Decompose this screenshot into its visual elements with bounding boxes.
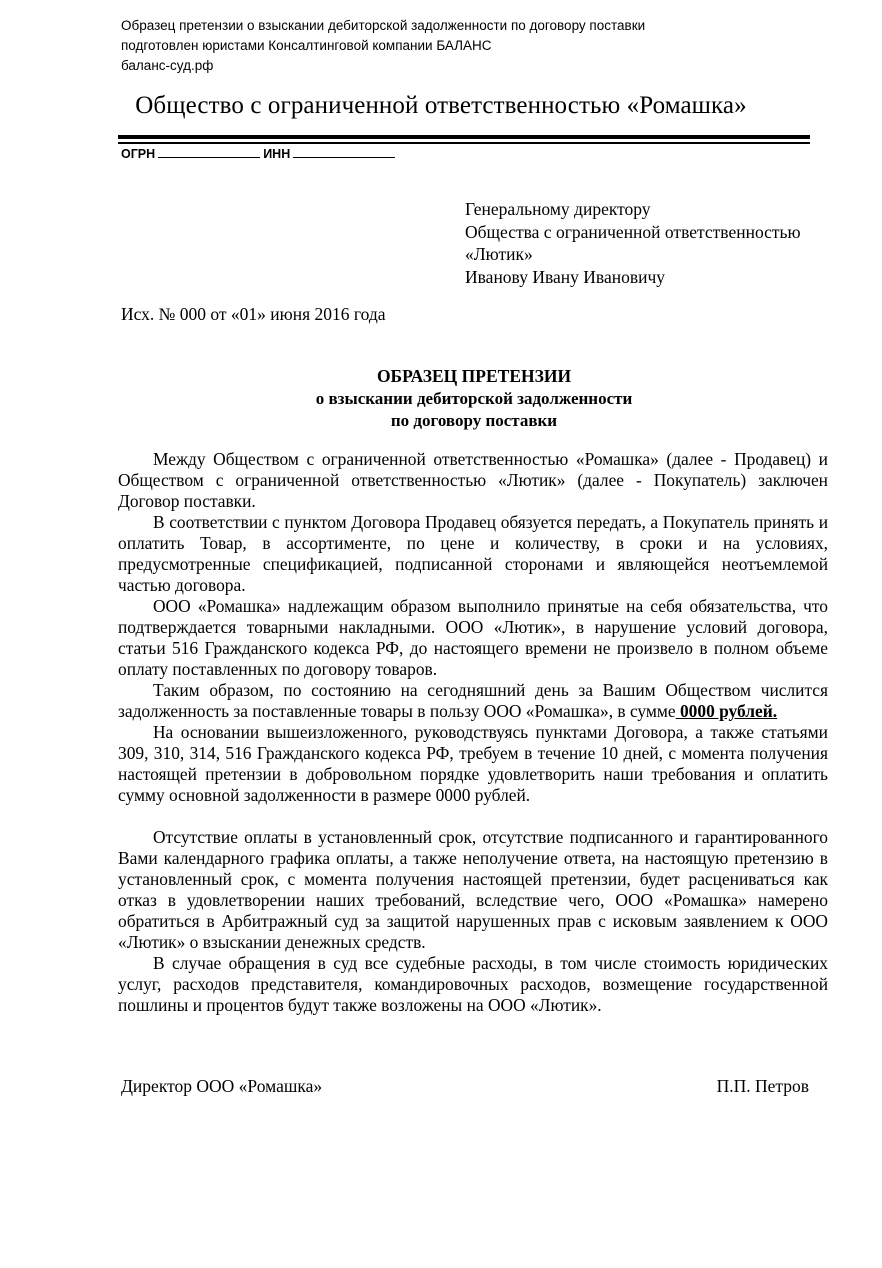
addressee-block (465, 198, 801, 288)
paragraph: Между Обществом с ограниченной ответственностью «Ромашка» (далее - Продавец) и Обществом с ограниченной ответственностью «Лютик» (далее - Покупатель) заключен Договор поставки. (118, 449, 828, 511)
organization-name: Общество с ограниченной ответственностью «Ромашка» (135, 92, 747, 119)
source-note (121, 16, 645, 76)
paragraph: На основании вышеизложенного, руководствуясь пунктами Договора, а также статьями 309, 310, 314, 516 Гражданского кодекса РФ, требуем в течение 10 дней, с момента получения настоящей претензии в добровольном порядке удовлетворить наши требования и оплатить сумму основной задолженности в размере 0000 рублей. (118, 722, 828, 805)
paragraph (118, 680, 828, 722)
title-line: ОБРАЗЕЦ ПРЕТЕНЗИИ (376, 366, 572, 386)
source-note-line: подготовлен юристами Консалтинговой компании БАЛАНС (121, 38, 492, 53)
document-title (0, 365, 882, 433)
addressee-line: «Лютик» (465, 244, 533, 264)
signatory-name: П.П. Петров (716, 1076, 809, 1096)
inn-label: ИНН (263, 147, 291, 161)
title-line: о взыскании дебиторской задолженности (315, 388, 633, 408)
letterhead-divider (118, 135, 810, 145)
inn-blank (293, 145, 395, 158)
addressee-name: Иванову Ивану Ивановичу (465, 266, 666, 287)
document-body (118, 449, 828, 1016)
paragraph: В соответствии с пунктом Договора Продавец обязуется передать, а Покупатель принять и оплатить Товар, в ассортименте, по цене и количеству, в сроки и на условиях, предусмотренные спецификацией, подписанной сторонами и являющейся неотъемлемой частью договора. (118, 512, 828, 595)
addressee-line: Генеральному директору (465, 199, 651, 219)
registration-line (121, 145, 398, 163)
addressee-line: Общества с ограниченной ответственностью (465, 221, 801, 242)
paragraph: В случае обращения в суд все судебные расходы, в том числе стоимость юридических услуг, расходов представителя, командировочных расходов, возмещение государственной пошлины и процентов будут также возложены на ООО «Лютик». (118, 953, 828, 1015)
source-note-line: Образец претензии о взыскании дебиторской задолженности по договору поставки (121, 18, 646, 33)
signatory-position: Директор ООО «Ромашка» (121, 1076, 323, 1096)
paragraph: Отсутствие оплаты в установленный срок, отсутствие подписанного и гарантированного Вами календарного графика оплаты, а также неполучение ответа, на настоящую претензию в установленный срок, с момента получения настоящей претензии, будет расцениваться как отказ в удовлетворении наших требований, вследствие чего, ООО «Ромашка» намерено обратиться в Арбитражный суд за защитой нарушенных прав с исковым заявлением к ООО «Лютик» о взыскании денежных средств. (118, 827, 828, 952)
paragraph-text: Таким образом, по состоянию на сегодняшний день за Вашим Обществом числится задолженность за поставленные товары в пользу ООО «Ромашка», в сумме (118, 680, 828, 721)
title-line: по договору поставки (390, 411, 558, 430)
ogrn-label: ОГРН (121, 147, 156, 161)
debt-amount: 0000 рублей. (675, 701, 778, 721)
source-note-website: баланс-суд.рф (121, 58, 214, 73)
signature-block (121, 1075, 809, 1097)
outgoing-reference: Исх. № 000 от «01» июня 2016 года (121, 304, 386, 324)
ogrn-blank (158, 145, 260, 158)
paragraph: ООО «Ромашка» надлежащим образом выполнило принятые на себя обязательства, что подтверждается товарными накладными. ООО «Лютик», в нарушение условий договора, статьи 516 Гражданского кодекса РФ, до настоящего времени не произвело в полном объеме оплату поставленных по договору товаров. (118, 596, 828, 679)
